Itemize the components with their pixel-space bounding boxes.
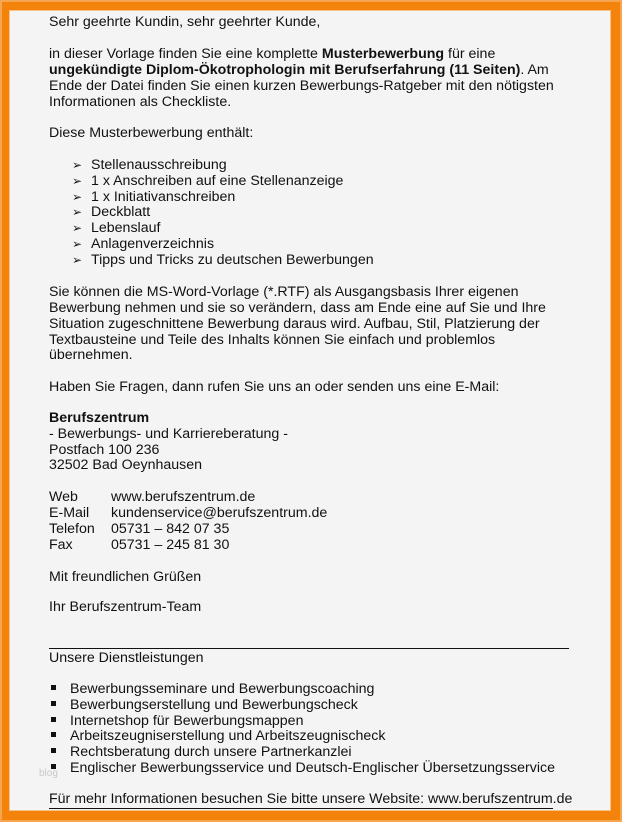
list-item-text: Lebenslauf	[91, 220, 161, 236]
arrow-bullet-icon: ➢	[72, 221, 83, 235]
list-item	[72, 157, 227, 173]
services-heading: Unsere Dienstleistungen	[49, 650, 204, 666]
web-link[interactable]: www.berufszentrum.de	[111, 489, 256, 505]
arrow-bullet-icon: ➢	[72, 253, 83, 267]
arrow-bullet-icon: ➢	[72, 237, 83, 251]
bold-text: ungekündigte Diplom-Ökotrophologin mit Berufserfahrung (11 Seiten)	[49, 62, 521, 78]
questions-text: Haben Sie Fragen, dann rufen Sie uns an oder senden uns eine E-Mail:	[49, 379, 500, 395]
email-link[interactable]: kundenservice@berufszentrum.de	[111, 505, 328, 521]
list-item-text: Arbeitszeugniserstellung und Arbeitszeugnischeck	[70, 728, 386, 744]
list-item	[72, 252, 374, 268]
list-item-text: Rechtsberatung durch unsere Partnerkanzlei	[70, 744, 352, 760]
usage-line-4: Textbausteine und Teile des Inhalts können Sie einfach und problemlos	[49, 332, 496, 348]
bold-text: Musterbewerbung	[321, 46, 445, 62]
bold-text: Berufszentrum	[49, 410, 150, 426]
contact-fax	[49, 537, 229, 553]
list-item-text: Internetshop für Bewerbungsmappen	[70, 713, 304, 729]
square-bullet-icon	[51, 701, 56, 706]
contact-web	[49, 489, 255, 505]
square-bullet-icon	[51, 748, 56, 753]
arrow-bullet-icon: ➢	[72, 190, 83, 204]
text: in dieser Vorlage finden Sie eine komplette	[49, 46, 322, 62]
usage-line-1: Sie können die MS-Word-Vorlage (*.RTF) als Ausgangsbasis Ihrer eigenen	[49, 284, 519, 300]
text: für eine	[444, 46, 496, 62]
list-item-text: Tipps und Tricks zu deutschen Bewerbungen	[91, 252, 374, 268]
list-item-text: Bewerbungsseminare und Bewerbungscoaching	[70, 681, 375, 697]
contact-email	[49, 505, 327, 521]
arrow-bullet-icon: ➢	[72, 174, 83, 188]
list-item-text: Deckblatt	[91, 204, 151, 220]
divider	[49, 648, 569, 649]
text: . Am	[520, 62, 549, 78]
contents-heading: Diese Musterbewerbung enthält:	[49, 125, 254, 141]
intro-line-3: Ende der Datei finden Sie einen kurzen Bewerbungs-Ratgeber mit den nötigsten	[49, 78, 554, 94]
intro-line-4: Informationen als Checkliste.	[49, 94, 232, 110]
contact-label: Telefon	[49, 521, 95, 537]
city: 32502 Bad Oeynhausen	[49, 457, 203, 473]
list-item	[72, 220, 160, 236]
usage-line-2: Bewerbung nehmen und sie so verändern, dass am Ende eine auf Sie und Ihre	[49, 300, 546, 316]
footer-underline	[49, 808, 553, 809]
arrow-bullet-icon: ➢	[72, 205, 83, 219]
usage-line-3: Situation zugeschnittene Bewerbung daraus wird. Aufbau, Stil, Platzierung der	[49, 316, 540, 332]
closing: Mit freundlichen Grüßen	[49, 569, 202, 585]
list-item	[51, 713, 303, 729]
list-item	[51, 760, 555, 776]
salutation: Sehr geehrte Kundin, sehr geehrter Kunde,	[49, 14, 321, 30]
list-item	[51, 744, 352, 760]
list-item-text: 1 x Anschreiben auf eine Stellenanzeige	[91, 173, 344, 189]
fax-value: 05731 – 245 81 30	[111, 537, 230, 553]
phone-value: 05731 – 842 07 35	[111, 521, 230, 537]
arrow-bullet-icon: ➢	[72, 158, 83, 172]
list-item	[51, 681, 374, 697]
contact-label: Web	[49, 489, 78, 505]
po-box: Postfach 100 236	[49, 442, 160, 458]
list-item	[72, 189, 235, 205]
document-page	[10, 11, 610, 810]
list-item	[72, 204, 150, 220]
company-subtitle: - Bewerbungs- und Karriereberatung -	[49, 426, 288, 442]
footer-text: Für mehr Informationen besuchen Sie bitte unsere Website: www.berufszentrum.de	[49, 791, 573, 807]
list-item	[51, 697, 358, 713]
intro-line-2	[49, 62, 549, 78]
list-item-text: 1 x Initiativanschreiben	[91, 189, 236, 205]
watermark: blog	[39, 768, 58, 779]
list-item-text: Bewerbungserstellung und Bewerbungscheck	[70, 697, 358, 713]
square-bullet-icon	[51, 732, 56, 737]
signature: Ihr Berufszentrum-Team	[49, 599, 202, 615]
list-item-text: Stellenausschreibung	[91, 157, 227, 173]
list-item	[72, 173, 343, 189]
list-item	[72, 236, 214, 252]
intro-line-1	[49, 46, 495, 62]
company-name	[49, 410, 149, 426]
square-bullet-icon	[51, 717, 56, 722]
list-item-text: Englischer Bewerbungsservice und Deutsch-Englischer Übersetzungsservice	[70, 760, 555, 776]
usage-line-5: übernehmen.	[49, 347, 133, 363]
list-item-text: Anlagenverzeichnis	[91, 236, 215, 252]
square-bullet-icon	[51, 685, 56, 690]
list-item	[51, 728, 385, 744]
contact-label: E-Mail	[49, 505, 90, 521]
contact-label: Fax	[49, 537, 73, 553]
contact-phone	[49, 521, 229, 537]
